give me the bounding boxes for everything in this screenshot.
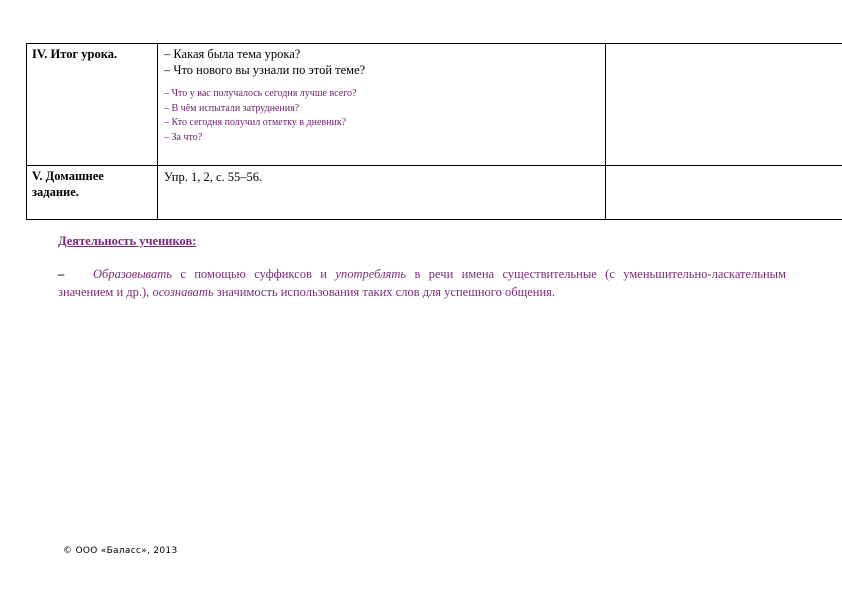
verb-realize: осознавать (152, 285, 214, 299)
list-dash: – (58, 267, 65, 281)
activity-paragraph (58, 265, 786, 301)
copyright-footer: © ООО «Баласс», 2013 (63, 546, 178, 556)
activity-text-part: с помощью суффиксов и (171, 267, 336, 281)
activity-heading: Деятельность учеников: (58, 234, 197, 248)
activity-text-part: значимость использования таких слов для успешного общения. (213, 285, 556, 299)
lesson-plan-table (26, 43, 842, 220)
question-main: – Какая была тема урока? (164, 47, 301, 61)
question-sub: – Кто сегодня получил отметку в дневник? (164, 117, 347, 128)
table-row-summary (27, 44, 842, 166)
verb-form: Образовывать (93, 267, 172, 281)
stage-cell-homework (27, 166, 158, 220)
question-main: – Что нового вы узнали по этой теме? (164, 63, 366, 77)
homework-cell (158, 166, 606, 220)
homework-text: Упр. 1, 2, с. 55–56. (164, 170, 263, 184)
table-row-homework (27, 166, 842, 220)
stage-cell-summary (27, 44, 158, 166)
stage-label: задание. (32, 185, 79, 199)
question-sub: – В чём испытали затруднения? (164, 102, 300, 114)
questions-cell (158, 44, 606, 166)
notes-cell-summary (606, 44, 842, 166)
question-sub: – За что? (164, 131, 203, 143)
activity-text-part: в речи имена существительные (с уменьшительно-ласкательным значением и др.), (58, 267, 786, 299)
notes-cell-homework (606, 166, 842, 220)
verb-use: употреблять (335, 267, 407, 281)
stage-label: V. Домашнее (32, 169, 104, 183)
question-sub: – Что у вас получалось сегодня лучше всего? (164, 88, 357, 99)
stage-label: IV. Итог урока. (32, 47, 118, 61)
